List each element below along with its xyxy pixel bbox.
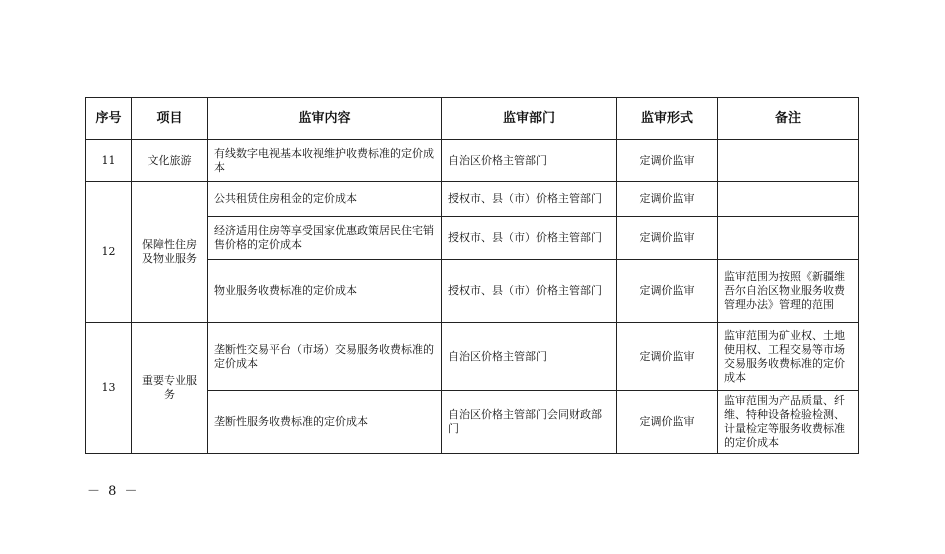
cell-form: 定调价监审 xyxy=(617,260,718,323)
cost-review-table xyxy=(85,97,859,454)
cell-dept: 授权市、县（市）价格主管部门 xyxy=(442,217,617,260)
cell-seq: 13 xyxy=(86,323,132,454)
cell-form: 定调价监审 xyxy=(617,140,718,182)
cell-content: 垄断性交易平台（市场）交易服务收费标准的定价成本 xyxy=(208,323,442,391)
cell-project: 文化旅游 xyxy=(132,140,208,182)
cell-note: 监审范围为产品质量、纤维、特种设备检验检测、计量检定等服务收费标准的定价成本 xyxy=(718,391,859,454)
cell-note xyxy=(718,140,859,182)
cell-dept: 自治区价格主管部门会同财政部门 xyxy=(442,391,617,454)
cell-content: 有线数字电视基本收视维护收费标准的定价成本 xyxy=(208,140,442,182)
cell-note: 监审范围为矿业权、土地使用权、工程交易等市场交易服务收费标准的定价成本 xyxy=(718,323,859,391)
cell-seq: 11 xyxy=(86,140,132,182)
cell-content: 经济适用住房等享受国家优惠政策居民住宅销售价格的定价成本 xyxy=(208,217,442,260)
cell-dept: 自治区价格主管部门 xyxy=(442,323,617,391)
cell-project: 重要专业服务 xyxy=(132,323,208,454)
header-content: 监审内容 xyxy=(208,98,442,140)
cell-content: 公共租赁住房租金的定价成本 xyxy=(208,182,442,217)
header-seq: 序号 xyxy=(86,98,132,140)
cell-content: 物业服务收费标准的定价成本 xyxy=(208,260,442,323)
cell-seq: 12 xyxy=(86,182,132,323)
cell-content: 垄断性服务收费标准的定价成本 xyxy=(208,391,442,454)
cell-note xyxy=(718,217,859,260)
table-row xyxy=(86,140,859,182)
cell-form: 定调价监审 xyxy=(617,391,718,454)
cell-dept: 自治区价格主管部门 xyxy=(442,140,617,182)
cell-form: 定调价监审 xyxy=(617,217,718,260)
cell-form: 定调价监审 xyxy=(617,323,718,391)
header-dept: 监审部门 xyxy=(442,98,617,140)
header-project: 项目 xyxy=(132,98,208,140)
header-note: 备注 xyxy=(718,98,859,140)
cell-note xyxy=(718,182,859,217)
cell-dept: 授权市、县（市）价格主管部门 xyxy=(442,260,617,323)
cell-form: 定调价监审 xyxy=(617,182,718,217)
header-form: 监审形式 xyxy=(617,98,718,140)
cell-project: 保障性住房及物业服务 xyxy=(132,182,208,323)
table-row xyxy=(86,182,859,217)
table-row xyxy=(86,323,859,391)
cell-note: 监审范围为按照《新疆维吾尔自治区物业服务收费管理办法》管理的范围 xyxy=(718,260,859,323)
page-number: － 8 － xyxy=(87,484,140,499)
cell-dept: 授权市、县（市）价格主管部门 xyxy=(442,182,617,217)
table-header-row xyxy=(86,98,859,140)
